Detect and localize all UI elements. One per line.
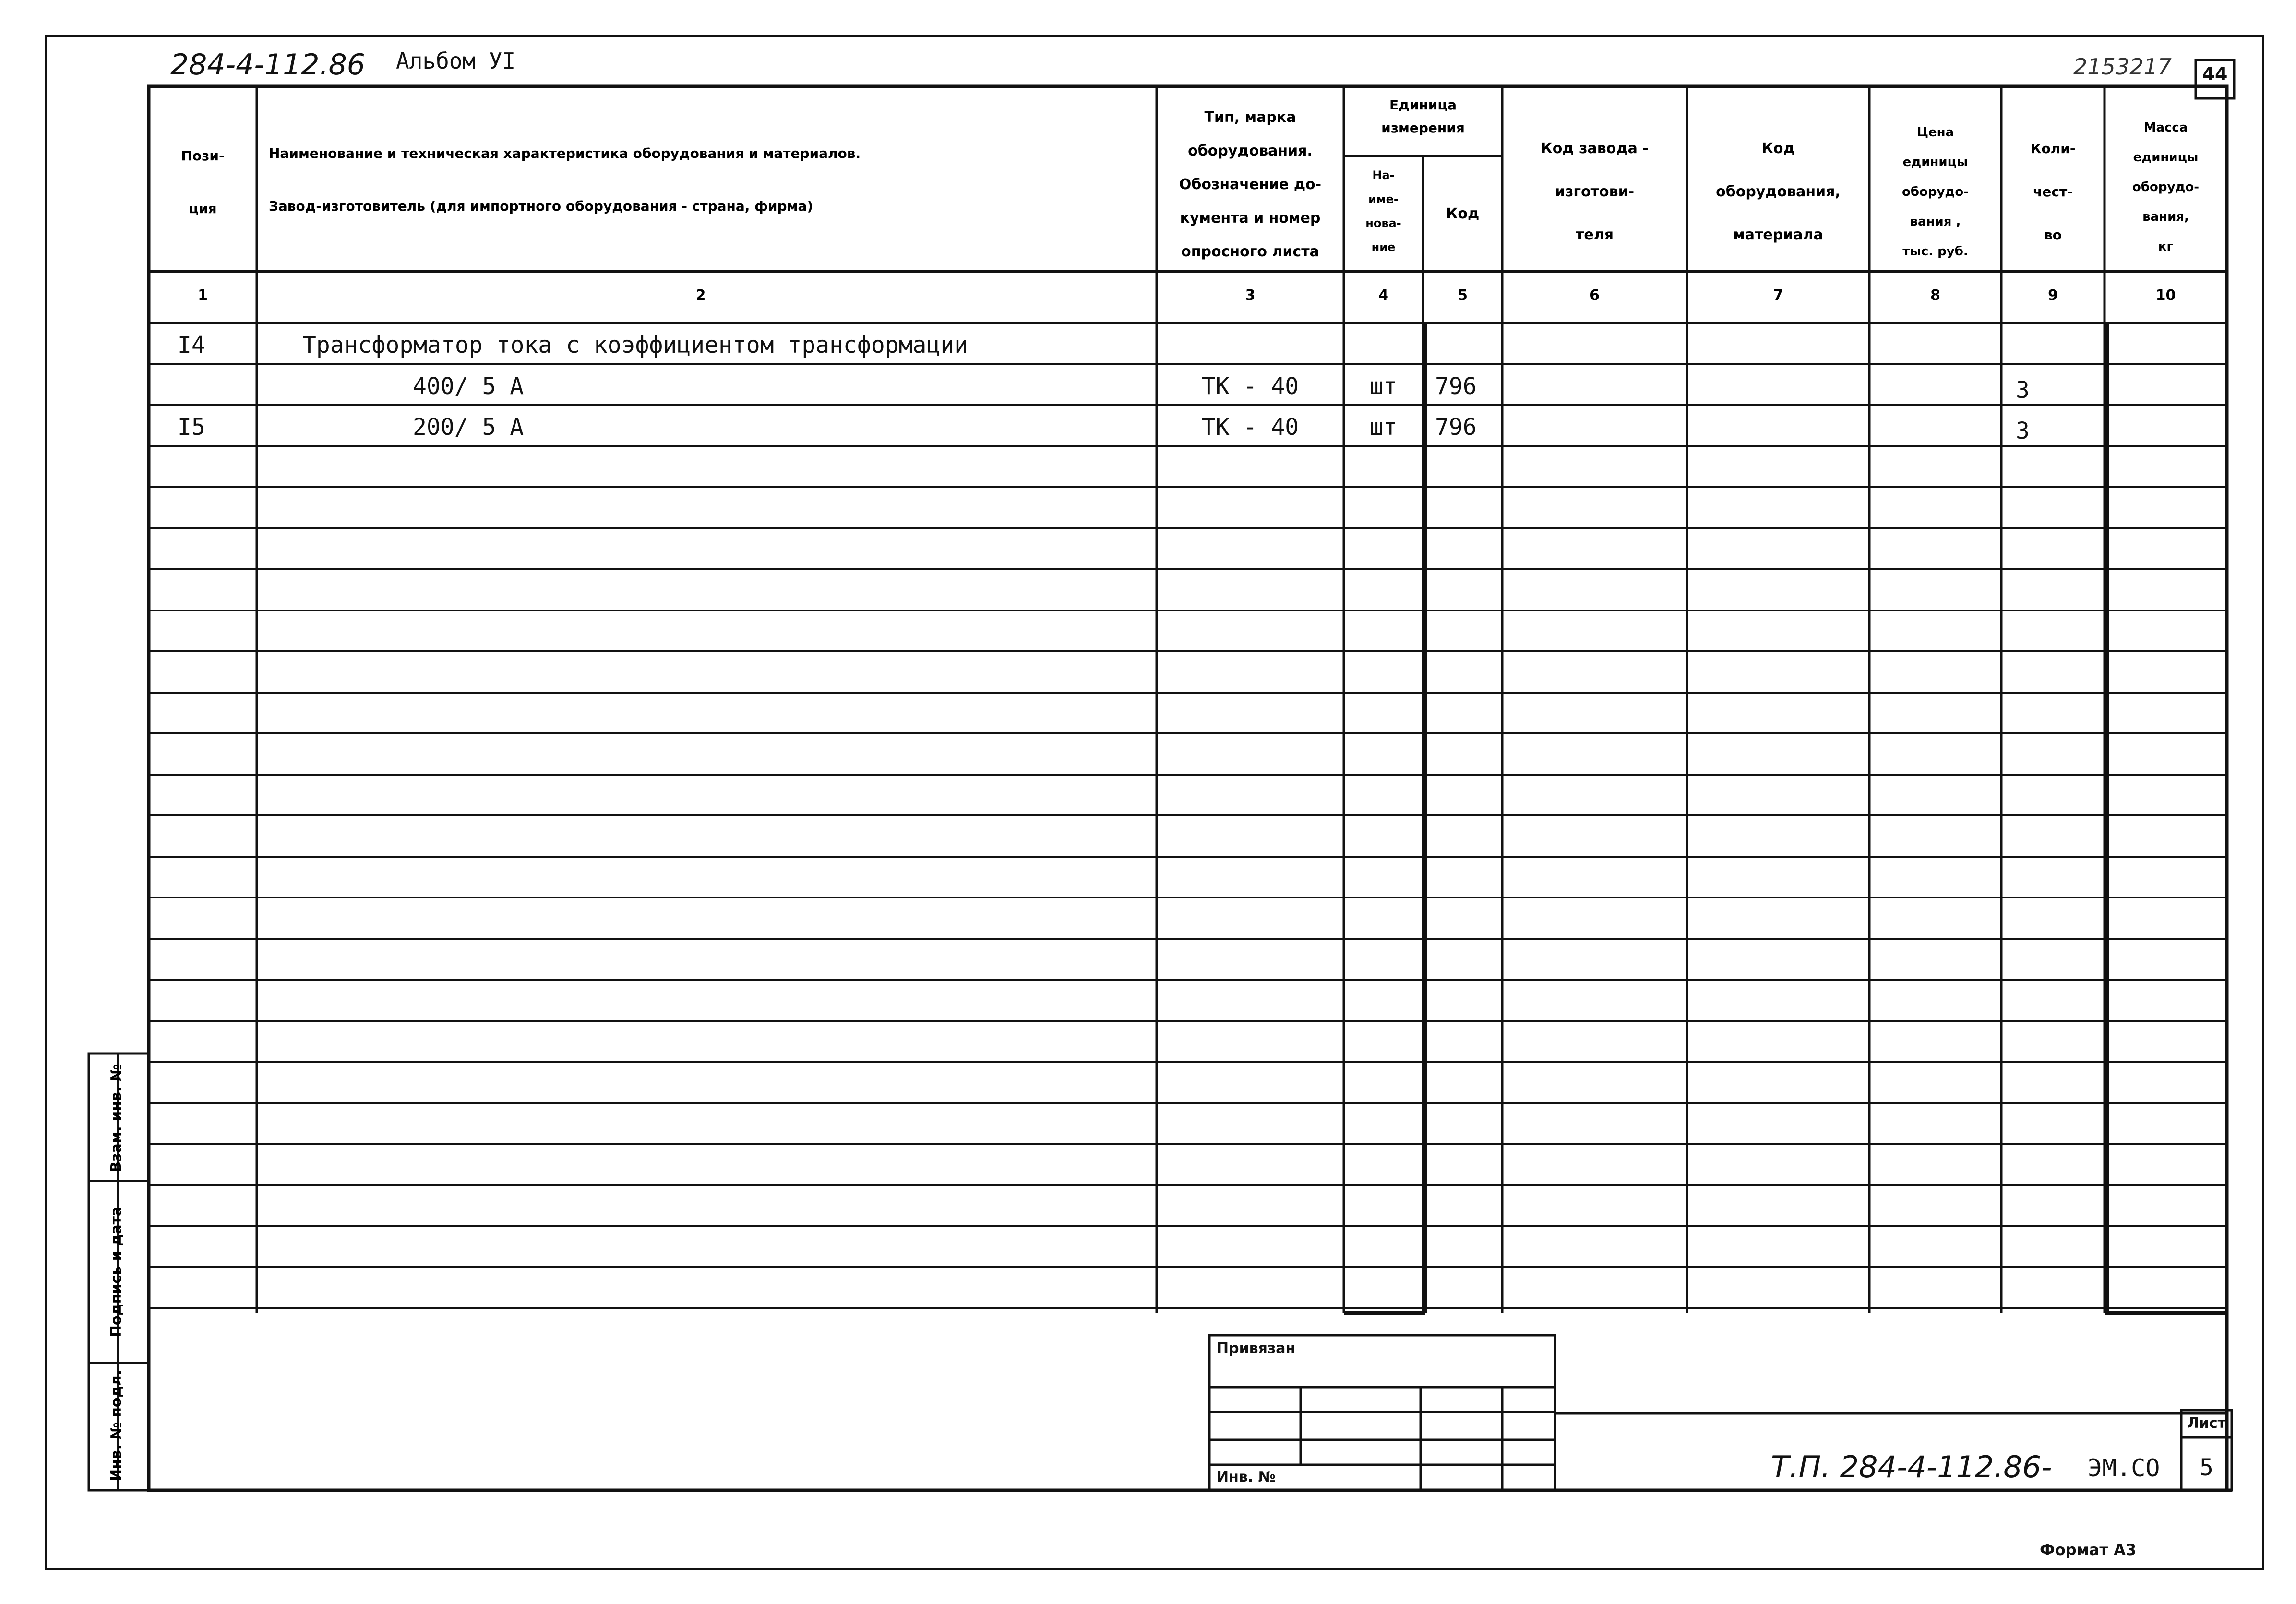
- header-c8-number: 8: [1930, 287, 1940, 304]
- inventory-number: 2153217: [2073, 54, 2172, 80]
- row-name: Трансформатор тока с коэффициентом трансформации: [302, 332, 969, 359]
- header-c8-line: тыс. руб.: [1902, 244, 1968, 259]
- header-c3-line: кумента и номер: [1180, 210, 1321, 227]
- header-c6-line: изготови-: [1555, 183, 1635, 200]
- header-c3-line: Тип, марка: [1204, 109, 1296, 126]
- header-c1-line: ция: [189, 201, 217, 216]
- header-c10-line: кг: [2158, 239, 2174, 254]
- header-c2-line: Завод-изготовитель (для импортного оборудования - страна, фирма): [269, 198, 813, 214]
- row-position: I5: [178, 414, 205, 441]
- header-unit_group-line: измерения: [1381, 120, 1465, 136]
- sheet-value: 5: [2200, 1454, 2213, 1481]
- header-c7-number: 7: [1773, 287, 1783, 304]
- header-c4-number: 4: [1378, 287, 1388, 304]
- header-c5-line: Код: [1446, 205, 1480, 222]
- header-c1-line: Пози-: [181, 148, 225, 164]
- header-unit_group-line: Единица: [1389, 97, 1457, 113]
- header-c10-number: 10: [2155, 287, 2176, 304]
- header-c10-line: оборудо-: [2132, 180, 2200, 194]
- bound-label: Привязан: [1217, 1340, 1296, 1357]
- header-c9-line: во: [2044, 227, 2062, 243]
- row-type: ТК - 40: [1201, 372, 1299, 400]
- header-c3-number: 3: [1245, 287, 1256, 304]
- header-c1-number: 1: [198, 287, 208, 304]
- header-c6-number: 6: [1590, 287, 1600, 304]
- row-type: ТК - 40: [1201, 414, 1299, 441]
- sheet-label: Лист: [2187, 1415, 2226, 1432]
- header-c3-line: оборудования.: [1188, 143, 1313, 159]
- header-c4-line: нова-: [1365, 216, 1401, 230]
- sheet-number: 44: [2202, 63, 2228, 84]
- header-c7-line: Код: [1761, 140, 1795, 157]
- row-quantity: 3: [2016, 418, 2030, 444]
- header-c8-line: единицы: [1902, 155, 1968, 169]
- format-label: Формат А3: [2040, 1541, 2137, 1559]
- header-c6-line: Код завода -: [1541, 140, 1649, 157]
- doc-code: Т.П. 284-4-112.86-: [1771, 1449, 2052, 1484]
- header-c7-line: оборудования,: [1716, 183, 1841, 200]
- header-c10-line: вания,: [2142, 210, 2189, 224]
- row-code: 796: [1435, 372, 1477, 400]
- header-c4-line: На-: [1372, 168, 1395, 182]
- header-c10-line: единицы: [2133, 150, 2199, 165]
- inv-no-label: Инв. №: [1217, 1469, 1276, 1485]
- header-c4-line: име-: [1368, 192, 1399, 206]
- row-name: 400/ 5 А: [413, 372, 524, 400]
- header-c9-number: 9: [2048, 287, 2058, 304]
- row-code: 796: [1435, 414, 1477, 441]
- header-c8-line: оборудо-: [1901, 185, 1969, 199]
- header-c8-line: вания ,: [1910, 215, 1961, 229]
- album-label: Альбом УI: [396, 48, 516, 74]
- header-c9-line: Коли-: [2030, 141, 2076, 156]
- header-c3-line: опросного листа: [1181, 243, 1319, 260]
- side-stamp-inv-orig: Инв. № подл.: [108, 1369, 125, 1482]
- row-name: 200/ 5 А: [413, 414, 524, 441]
- header-c10-line: Масса: [2143, 120, 2188, 135]
- header-c4-line: ние: [1371, 240, 1396, 254]
- header-c9-line: чест-: [2033, 184, 2073, 200]
- header-c2-number: 2: [695, 287, 706, 304]
- doc-suffix: ЭМ.СО: [2088, 1454, 2160, 1482]
- side-stamp-sign-date: Подпись и дата: [108, 1206, 125, 1338]
- row-unit: шт: [1369, 414, 1398, 441]
- header-c5-number: 5: [1458, 287, 1468, 304]
- row-quantity: 3: [2016, 376, 2030, 404]
- header-c8-line: Цена: [1916, 125, 1954, 140]
- header-c3-line: Обозначение до-: [1179, 176, 1322, 193]
- side-stamp-inv-replace: Взам. инв. №: [108, 1064, 125, 1173]
- header-c2-line: Наименование и техническая характеристика оборудования и материалов.: [269, 145, 861, 161]
- row-unit: шт: [1369, 372, 1398, 400]
- header-c7-line: материала: [1733, 227, 1823, 243]
- drawing-code: 284-4-112.86: [170, 48, 365, 82]
- row-position: I4: [178, 332, 205, 359]
- header-c6-line: теля: [1576, 227, 1614, 243]
